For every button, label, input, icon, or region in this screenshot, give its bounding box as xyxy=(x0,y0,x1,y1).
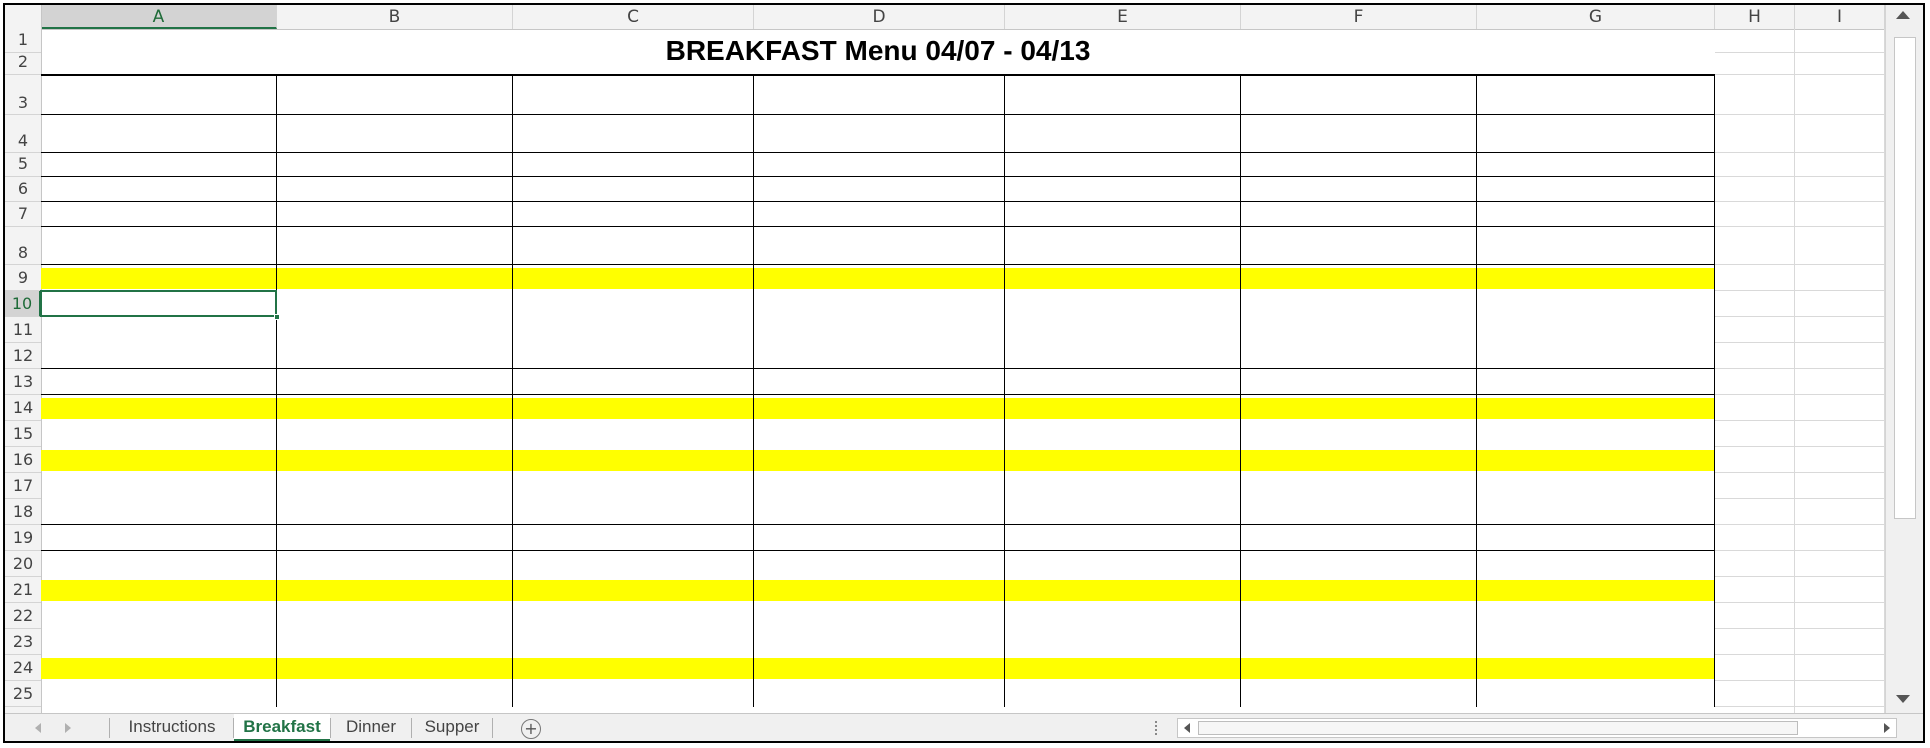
apt-label[interactable] xyxy=(1487,179,1713,202)
section-label-proteins[interactable] xyxy=(757,448,1002,473)
menu-item[interactable] xyxy=(1253,603,1476,629)
apt-label[interactable] xyxy=(1251,179,1475,202)
hscroll-thumb[interactable] xyxy=(1198,721,1798,735)
gridline xyxy=(1715,628,1885,629)
section-label-cereals[interactable] xyxy=(757,266,1002,291)
menu-item[interactable] xyxy=(1489,603,1714,629)
menu-item[interactable] xyxy=(1489,343,1714,369)
gridline xyxy=(1715,446,1885,447)
apt-label[interactable] xyxy=(1015,179,1239,202)
name-label[interactable] xyxy=(1015,155,1239,177)
column-header-c[interactable]: C xyxy=(513,5,754,29)
menu-item[interactable] xyxy=(53,681,276,707)
section-label-eggs[interactable] xyxy=(44,396,274,421)
menu-item[interactable] xyxy=(766,603,1004,629)
table-border xyxy=(41,394,1715,395)
cells-area[interactable] xyxy=(41,29,1885,713)
menu-item[interactable] xyxy=(1489,317,1714,343)
horizontal-scrollbar[interactable] xyxy=(1177,718,1897,738)
active-cell-selection[interactable] xyxy=(40,290,277,317)
column-header-e[interactable]: E xyxy=(1005,5,1241,29)
menu-item[interactable] xyxy=(1253,421,1476,447)
column-header-b[interactable]: B xyxy=(277,5,513,29)
row-header-5[interactable]: 5 xyxy=(5,153,41,177)
day-heading[interactable] xyxy=(758,79,1001,113)
row-header-25[interactable]: 25 xyxy=(5,681,41,707)
gridline xyxy=(1715,602,1885,603)
gridline xyxy=(1715,226,1885,227)
section-label-eggs[interactable] xyxy=(1244,396,1474,421)
menu-item[interactable] xyxy=(53,421,276,447)
section-label-eggs[interactable] xyxy=(1008,396,1238,421)
table-border xyxy=(41,75,1715,76)
menu-item[interactable] xyxy=(525,317,753,343)
gridline xyxy=(1715,264,1885,265)
day-date[interactable] xyxy=(1007,203,1239,227)
menu-item[interactable] xyxy=(1489,421,1714,447)
menu-item[interactable] xyxy=(766,473,1004,499)
gridline xyxy=(1715,524,1885,525)
row-header-12[interactable]: 12 xyxy=(5,343,41,369)
section-label-cereals[interactable] xyxy=(44,266,274,291)
table-border xyxy=(1240,75,1241,707)
gridline xyxy=(1715,576,1885,577)
section-label-sides[interactable] xyxy=(1008,656,1238,681)
menu-item[interactable] xyxy=(766,681,1004,707)
tab-scroll-left-icon[interactable] xyxy=(35,723,41,733)
menu-item[interactable] xyxy=(766,499,1004,525)
day-heading[interactable] xyxy=(1009,79,1237,113)
column-header-f[interactable]: F xyxy=(1241,5,1477,29)
tab-separator xyxy=(109,718,110,738)
menu-item[interactable] xyxy=(1017,291,1240,317)
section-label-toast[interactable] xyxy=(1480,578,1712,603)
menu-item[interactable] xyxy=(525,421,753,447)
new-sheet-button[interactable]: + xyxy=(521,719,541,739)
sheet-tab-bar xyxy=(5,713,1923,743)
apt-label[interactable] xyxy=(523,179,752,202)
section-label-toast[interactable] xyxy=(516,578,751,603)
tab-splitter-handle[interactable] xyxy=(1155,721,1160,735)
menu-item[interactable] xyxy=(1017,603,1240,629)
menu-item[interactable] xyxy=(525,473,753,499)
gridline xyxy=(1715,114,1885,115)
row-header-7[interactable]: 7 xyxy=(5,202,41,227)
day-heading[interactable] xyxy=(1481,79,1711,113)
menu-item[interactable] xyxy=(289,473,512,499)
gridline xyxy=(1715,290,1885,291)
menu-item[interactable] xyxy=(525,291,753,317)
menu-item[interactable] xyxy=(1253,343,1476,369)
row-header-22[interactable]: 22 xyxy=(5,603,41,629)
section-label-toast[interactable] xyxy=(757,578,1002,603)
row-header-18[interactable]: 18 xyxy=(5,499,41,525)
menu-item[interactable] xyxy=(1253,629,1476,655)
column-header-h[interactable]: H xyxy=(1715,5,1795,29)
row-header-10[interactable]: 10 xyxy=(5,291,41,317)
menu-item[interactable] xyxy=(53,473,276,499)
scroll-up-arrow-icon[interactable] xyxy=(1896,11,1910,19)
row-headers xyxy=(5,29,42,713)
menu-item[interactable] xyxy=(766,421,1004,447)
day-heading[interactable] xyxy=(1245,79,1473,113)
section-label-toast[interactable] xyxy=(44,578,274,603)
row-header-14[interactable]: 14 xyxy=(5,395,41,421)
section-label-sides[interactable] xyxy=(1244,656,1474,681)
menu-item[interactable] xyxy=(1489,473,1714,499)
gridline xyxy=(1715,152,1885,153)
section-label-eggs[interactable] xyxy=(280,396,510,421)
section-label-sides[interactable] xyxy=(757,656,1002,681)
name-label[interactable] xyxy=(1251,155,1475,177)
section-label-sides[interactable] xyxy=(1480,656,1712,681)
day-date[interactable] xyxy=(279,203,511,227)
section-label-toast[interactable] xyxy=(280,578,510,603)
name-label[interactable] xyxy=(1487,155,1713,177)
section-label-sides[interactable] xyxy=(44,656,274,681)
section-label-proteins[interactable] xyxy=(1244,448,1474,473)
section-label-eggs[interactable] xyxy=(516,396,751,421)
section-label-sides[interactable] xyxy=(516,656,751,681)
gridline xyxy=(1715,472,1885,473)
menu-item[interactable] xyxy=(53,317,276,343)
gridline xyxy=(1715,498,1885,499)
gridline xyxy=(1715,201,1885,202)
day-heading[interactable] xyxy=(45,79,273,113)
name-label[interactable] xyxy=(523,155,752,177)
row-header-4[interactable]: 4 xyxy=(5,115,41,153)
menu-item[interactable] xyxy=(1253,681,1476,707)
menu-item[interactable] xyxy=(289,343,512,369)
menu-item[interactable] xyxy=(766,629,1004,655)
row-header-20[interactable]: 20 xyxy=(5,551,41,577)
gridline xyxy=(1715,420,1885,421)
menu-item[interactable] xyxy=(289,421,512,447)
menu-item[interactable] xyxy=(289,681,512,707)
gridline xyxy=(1794,29,1795,713)
gridline xyxy=(1715,52,1885,53)
row-header-3[interactable]: 3 xyxy=(5,75,41,115)
tab-dinner[interactable]: Dinner xyxy=(345,717,397,736)
menu-item[interactable] xyxy=(1253,499,1476,525)
section-label-proteins[interactable] xyxy=(280,448,510,473)
menu-item[interactable] xyxy=(1253,473,1476,499)
table-border xyxy=(512,75,513,707)
tab-scroll-right-icon[interactable] xyxy=(65,723,71,733)
column-header-i[interactable]: I xyxy=(1795,5,1885,29)
row-header-23[interactable]: 23 xyxy=(5,629,41,655)
menu-item[interactable] xyxy=(1017,681,1240,707)
menu-item[interactable] xyxy=(289,629,512,655)
menu-item[interactable] xyxy=(53,629,276,655)
section-label-sides[interactable] xyxy=(280,656,510,681)
scroll-thumb[interactable] xyxy=(1894,37,1916,519)
section-label-cereals[interactable] xyxy=(1480,266,1712,291)
section-label-proteins[interactable] xyxy=(1480,448,1712,473)
section-label-cereals[interactable] xyxy=(1244,266,1474,291)
table-border xyxy=(41,152,1715,153)
gridline xyxy=(1715,342,1885,343)
hscroll-right-arrow-icon[interactable] xyxy=(1884,723,1890,733)
day-date[interactable] xyxy=(43,203,275,227)
section-label-toast[interactable] xyxy=(1244,578,1474,603)
section-label-cereals[interactable] xyxy=(280,266,510,291)
section-label-toast[interactable] xyxy=(1008,578,1238,603)
table-border xyxy=(41,264,1715,265)
spreadsheet-window xyxy=(3,3,1925,743)
vertical-scrollbar[interactable] xyxy=(1885,5,1924,713)
table-border xyxy=(1004,75,1005,707)
menu-item[interactable] xyxy=(1017,317,1240,343)
menu-item[interactable] xyxy=(525,343,753,369)
gridline xyxy=(1715,316,1885,317)
gridline xyxy=(1715,706,1885,707)
menu-item[interactable] xyxy=(525,499,753,525)
row-header-9[interactable]: 9 xyxy=(5,265,41,291)
table-border xyxy=(276,75,277,707)
apt-label[interactable] xyxy=(51,179,275,202)
gridline xyxy=(1715,680,1885,681)
column-header-a[interactable]: A xyxy=(41,5,277,29)
column-header-g[interactable]: G xyxy=(1477,5,1715,29)
section-label-proteins[interactable] xyxy=(44,448,274,473)
hscroll-left-arrow-icon[interactable] xyxy=(1184,723,1190,733)
select-all-corner[interactable] xyxy=(5,5,42,29)
gridline xyxy=(1715,654,1885,655)
day-date[interactable] xyxy=(515,203,752,227)
tab-supper[interactable]: Supper xyxy=(424,717,480,736)
tab-instructions[interactable]: Instructions xyxy=(128,717,216,736)
section-label-eggs[interactable] xyxy=(1480,396,1712,421)
worksheet-grid[interactable] xyxy=(5,5,1885,713)
menu-item[interactable] xyxy=(525,681,753,707)
menu-item[interactable] xyxy=(289,603,512,629)
menu-item[interactable] xyxy=(1017,629,1240,655)
menu-item[interactable] xyxy=(289,291,512,317)
gridline xyxy=(1715,368,1885,369)
day-heading[interactable] xyxy=(517,79,750,113)
gridline xyxy=(1715,176,1885,177)
section-label-cereals[interactable] xyxy=(516,266,751,291)
row-header-13[interactable]: 13 xyxy=(5,369,41,395)
fill-handle[interactable] xyxy=(274,314,280,320)
table-border xyxy=(41,74,1715,75)
menu-title[interactable]: BREAKFAST Menu 04/07 - 04/13 xyxy=(665,35,1091,66)
tab-breakfast[interactable]: Breakfast xyxy=(234,714,330,742)
menu-item[interactable] xyxy=(289,499,512,525)
menu-item[interactable] xyxy=(53,499,276,525)
section-label-cereals[interactable] xyxy=(1008,266,1238,291)
menu-item[interactable] xyxy=(766,343,1004,369)
section-label-eggs[interactable] xyxy=(757,396,1002,421)
menu-item[interactable] xyxy=(1017,473,1240,499)
menu-item[interactable] xyxy=(525,603,753,629)
section-label-proteins[interactable] xyxy=(516,448,751,473)
menu-item[interactable] xyxy=(1489,291,1714,317)
day-date[interactable] xyxy=(756,203,1003,227)
row-header-16[interactable]: 16 xyxy=(5,447,41,473)
table-border xyxy=(1476,75,1477,707)
scroll-down-arrow-icon[interactable] xyxy=(1896,695,1910,703)
menu-item[interactable] xyxy=(289,317,512,343)
name-label[interactable] xyxy=(51,155,275,177)
column-headers xyxy=(5,5,1885,30)
name-label[interactable] xyxy=(287,155,511,177)
menu-item[interactable] xyxy=(1017,421,1240,447)
gridline xyxy=(1715,74,1885,75)
menu-item[interactable] xyxy=(1017,499,1240,525)
table-border xyxy=(1714,75,1715,707)
menu-item[interactable] xyxy=(1017,343,1240,369)
row-header-21[interactable]: 21 xyxy=(5,577,41,603)
menu-item[interactable] xyxy=(1253,291,1476,317)
day-date[interactable] xyxy=(1243,203,1475,227)
menu-item[interactable] xyxy=(53,603,276,629)
column-header-d[interactable]: D xyxy=(754,5,1005,29)
table-border xyxy=(753,75,754,707)
day-date[interactable] xyxy=(1479,203,1713,227)
apt-label[interactable] xyxy=(287,179,511,202)
gridline xyxy=(1715,394,1885,395)
apt-label[interactable] xyxy=(764,179,1003,202)
table-border xyxy=(41,550,1715,551)
menu-item[interactable] xyxy=(1489,499,1714,525)
gridline xyxy=(1715,550,1885,551)
row-header-1[interactable]: 1 xyxy=(5,29,41,53)
menu-item[interactable] xyxy=(1489,681,1714,707)
row-header-24[interactable]: 24 xyxy=(5,655,41,681)
menu-item[interactable] xyxy=(1253,317,1476,343)
menu-item[interactable] xyxy=(766,291,1004,317)
row-header-6[interactable]: 6 xyxy=(5,177,41,202)
table-border xyxy=(41,114,1715,115)
name-label[interactable] xyxy=(764,155,1003,177)
row-header-19[interactable]: 19 xyxy=(5,525,41,551)
menu-item[interactable] xyxy=(1489,629,1714,655)
row-header-11[interactable]: 11 xyxy=(5,317,41,343)
section-label-proteins[interactable] xyxy=(1008,448,1238,473)
day-heading[interactable] xyxy=(281,79,509,113)
row-header-2[interactable]: 2 xyxy=(5,53,41,75)
menu-item[interactable] xyxy=(525,629,753,655)
row-header-15[interactable]: 15 xyxy=(5,421,41,447)
menu-item[interactable] xyxy=(766,317,1004,343)
menu-item[interactable] xyxy=(53,343,276,369)
tab-separator xyxy=(492,718,493,738)
row-header-8[interactable]: 8 xyxy=(5,227,41,265)
row-header-17[interactable]: 17 xyxy=(5,473,41,499)
